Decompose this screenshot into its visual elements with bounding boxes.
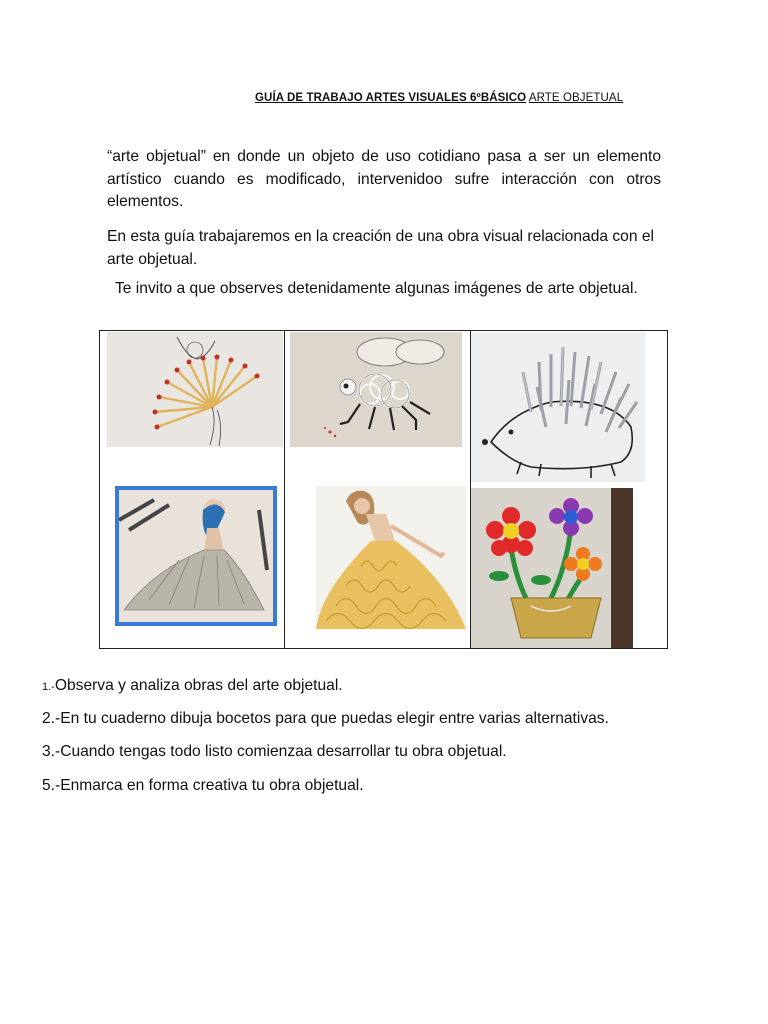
intro-paragraph: “arte objetual” en donde un objeto de uso cotidiano pasa a ser un elemento artístico cuando es modificado, intervenidoo sufre interacción con otros elementos. bbox=[107, 148, 661, 210]
page-title bbox=[255, 92, 623, 104]
item-text: Enmarca en forma creativa tu obra objetual. bbox=[60, 777, 364, 794]
item-number: 3.- bbox=[42, 743, 61, 760]
image-grid bbox=[99, 330, 668, 649]
list-item bbox=[42, 743, 507, 761]
matches-fan-image bbox=[107, 332, 283, 447]
title-subject: ARTE OBJETUAL bbox=[528, 92, 624, 104]
paper-dress-image bbox=[115, 486, 277, 626]
item-text: En tu cuaderno dibuja bocetos para que puedas elegir entre varias alternativas. bbox=[60, 710, 609, 727]
noodle-dress-image bbox=[316, 486, 466, 629]
wire-fly-image bbox=[290, 332, 462, 447]
item-text: Cuando tengas todo listo comienzaa desarrollar tu obra objetual. bbox=[60, 743, 507, 760]
nail-hedgehog-image bbox=[471, 332, 645, 482]
title-bold: GUÍA DE TRABAJO ARTES VISUALES 6ºBÁSICO bbox=[255, 92, 527, 104]
item-text: Observa y analiza obras del arte objetual. bbox=[54, 677, 343, 694]
invite-paragraph: Te invito a que observes detenidamente algunas imágenes de arte objetual. bbox=[115, 280, 638, 297]
item-number: 5.- bbox=[42, 777, 61, 794]
list-item bbox=[42, 710, 609, 728]
item-number: 2.- bbox=[42, 710, 61, 727]
item-number: 1.- bbox=[42, 681, 55, 693]
bottlecap-flowers-image bbox=[471, 488, 633, 648]
list-item bbox=[42, 677, 343, 695]
grid-divider bbox=[284, 331, 285, 648]
list-item bbox=[42, 777, 364, 795]
guide-paragraph: En esta guía trabajaremos en la creación de una obra visual relacionada con el arte objetual. bbox=[107, 228, 654, 268]
